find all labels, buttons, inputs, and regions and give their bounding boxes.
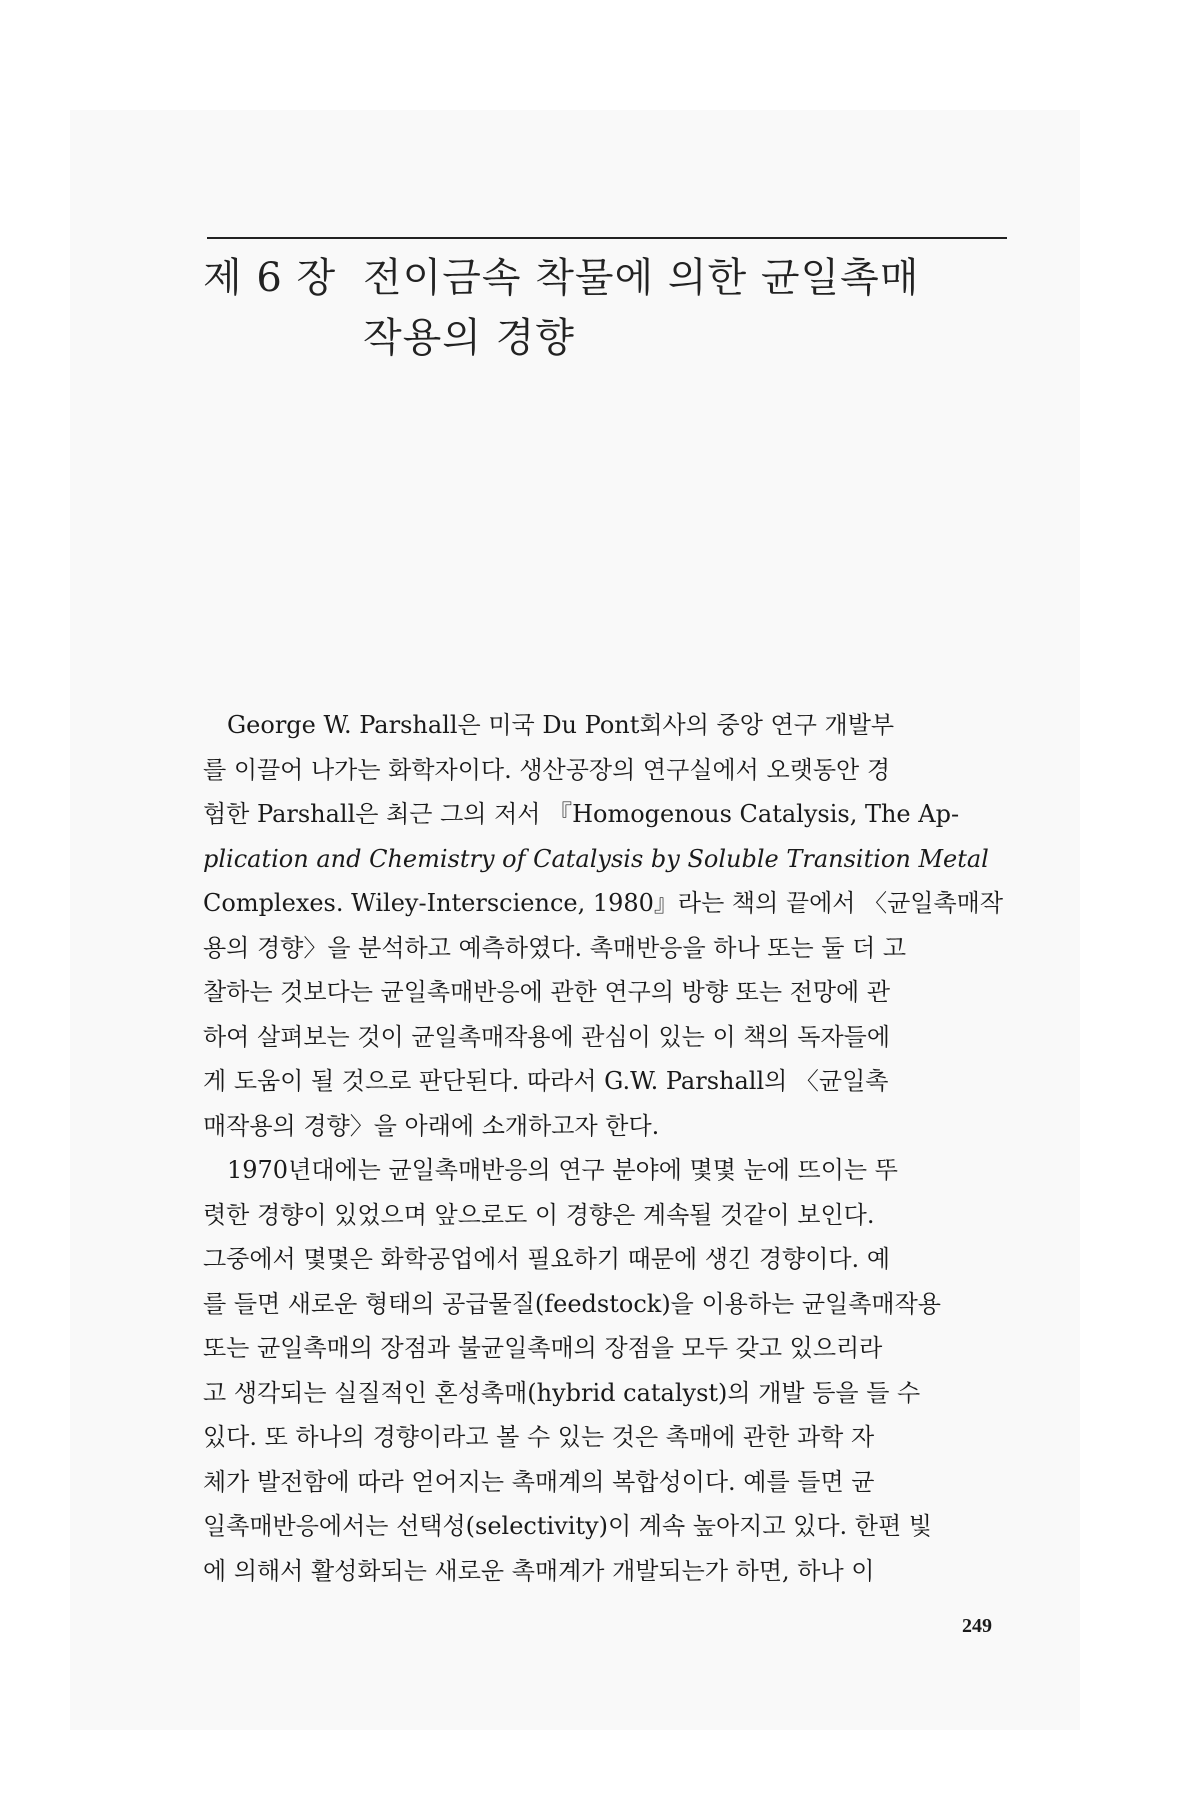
text-line: 를 이끌어 나가는 화학자이다. 생산공장의 연구실에서 오랫동안 경 bbox=[203, 755, 890, 784]
text-line: 게 도움이 될 것으로 판단된다. 따라서 G.W. Parshall의 〈균일촉 bbox=[203, 1067, 889, 1095]
chapter-rule bbox=[207, 237, 1007, 239]
chapter-heading bbox=[203, 248, 919, 368]
text-line: 에 의해서 활성화되는 새로운 촉매계가 개발되는가 하면, 하나 이 bbox=[203, 1556, 875, 1585]
page-number: 249 bbox=[962, 1615, 992, 1637]
text-line: 또는 균일촉매의 장점과 불균일촉매의 장점을 모두 갖고 있으리라 bbox=[203, 1334, 883, 1362]
text-line: plication and Chemistry of Catalysis by Soluble Transition Metal bbox=[203, 844, 989, 873]
paragraph-2 bbox=[203, 1148, 1023, 1593]
text-line: 일촉매반응에서는 선택성(selectivity)이 계속 높아지고 있다. 한편 빛 bbox=[203, 1512, 932, 1540]
text-line: 용의 경향〉을 분석하고 예측하였다. 촉매반응을 하나 또는 둘 더 고 bbox=[203, 933, 907, 962]
text-line: 1970년대에는 균일촉매반응의 연구 분야에 몇몇 눈에 뜨이는 뚜 bbox=[227, 1156, 898, 1184]
text-line: 있다. 또 하나의 경향이라고 볼 수 있는 것은 촉매에 관한 과학 자 bbox=[203, 1423, 875, 1451]
text-line: 렷한 경향이 있었으며 앞으로도 이 경향은 계속될 것같이 보인다. bbox=[203, 1200, 875, 1229]
text-line: 찰하는 것보다는 균일촉매반응에 관한 연구의 방향 또는 전망에 관 bbox=[203, 978, 890, 1006]
text-line: George W. Parshall은 미국 Du Pont회사의 중앙 연구 개발부 bbox=[227, 711, 895, 739]
text-line: 험한 Parshall은 최근 그의 저서 『Homogenous Catalysis, The Ap- bbox=[203, 800, 960, 828]
text-line: 하여 살펴보는 것이 균일촉매작용에 관심이 있는 이 책의 독자들에 bbox=[203, 1022, 890, 1051]
text-line: 고 생각되는 실질적인 혼성촉매(hybrid catalyst)의 개발 등을 들 수 bbox=[203, 1378, 921, 1407]
chapter-title-line-2: 작용의 경향 bbox=[363, 315, 575, 361]
text-line: 매작용의 경향〉을 아래에 소개하고자 한다. bbox=[203, 1111, 660, 1140]
chapter-title-line-1: 전이금속 착물에 의한 균일촉매 bbox=[363, 255, 920, 301]
chapter-number: 제 6 장 bbox=[203, 255, 337, 301]
text-line: Complexes. Wiley-Interscience, 1980』라는 책의 끝에서 〈균일촉매작 bbox=[203, 889, 1004, 917]
body-text bbox=[203, 703, 1023, 1593]
text-line: 를 들면 새로운 형태의 공급물질(feedstock)을 이용하는 균일촉매작용 bbox=[203, 1289, 941, 1318]
text-line: 체가 발전함에 따라 얻어지는 촉매계의 복합성이다. 예를 들면 균 bbox=[203, 1467, 875, 1496]
text-line: 그중에서 몇몇은 화학공업에서 필요하기 때문에 생긴 경향이다. 예 bbox=[203, 1245, 890, 1273]
paragraph-1 bbox=[203, 703, 1023, 1148]
